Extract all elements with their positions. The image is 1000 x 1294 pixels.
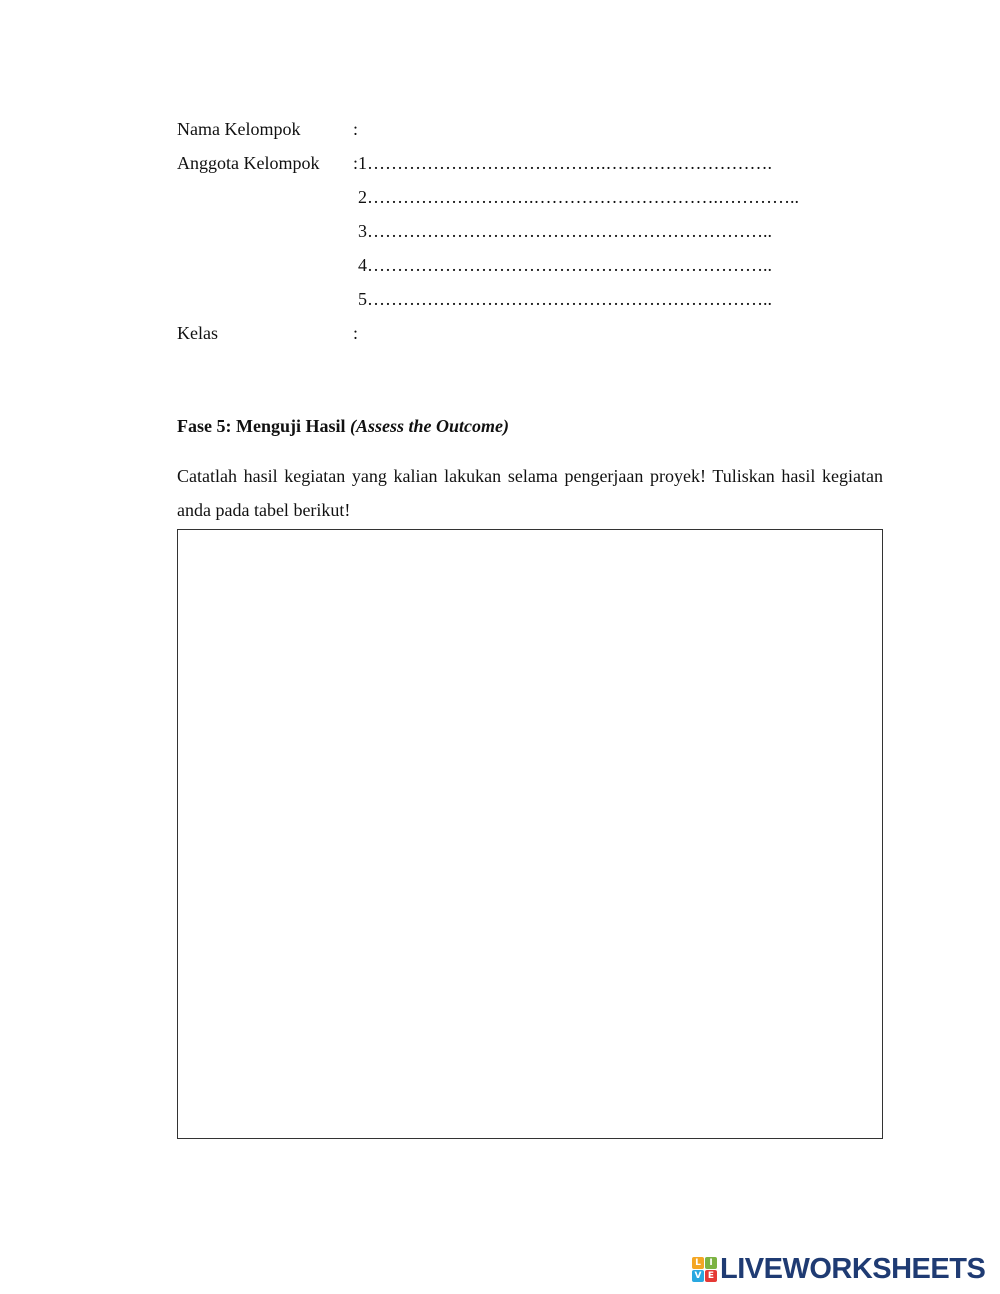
member-line-3[interactable]: 3………………………………………………………….. bbox=[358, 221, 772, 241]
logo-mark-tile: E bbox=[705, 1270, 717, 1282]
answer-box[interactable] bbox=[177, 529, 883, 1139]
liveworksheets-logo bbox=[692, 1254, 985, 1284]
group-name-row bbox=[177, 118, 358, 140]
group-name-label: Nama Kelompok bbox=[177, 119, 301, 139]
member-line-1[interactable]: :1………………………………….………………………. bbox=[353, 153, 773, 173]
section-heading-subtitle: (Assess the Outcome) bbox=[350, 416, 509, 436]
class-label: Kelas bbox=[177, 323, 218, 343]
class-row bbox=[177, 322, 358, 344]
class-separator: : bbox=[353, 323, 359, 343]
logo-mark-icon bbox=[692, 1257, 717, 1282]
members-label: Anggota Kelompok bbox=[177, 153, 320, 173]
member-line-4[interactable]: 4………………………………………………………….. bbox=[358, 255, 772, 275]
instruction-text: Catatlah hasil kegiatan yang kalian lakukan selama pengerjaan proyek! Tuliskan hasil kegiatan anda pada tabel berikut! bbox=[177, 466, 883, 520]
logo-mark-tile: I bbox=[705, 1257, 717, 1269]
member-line-2[interactable]: 2……………………….………………………….………….. bbox=[358, 187, 799, 207]
section-heading bbox=[177, 415, 509, 437]
logo-text: LIVEWORKSHEETS bbox=[720, 1253, 986, 1285]
group-name-separator: : bbox=[353, 119, 359, 139]
logo-mark-tile: V bbox=[692, 1270, 704, 1282]
section-heading-title: Fase 5: Menguji Hasil bbox=[177, 416, 346, 436]
member-line-5[interactable]: 5………………………………………………………….. bbox=[358, 289, 772, 309]
members-row bbox=[177, 152, 772, 174]
logo-mark-tile: L bbox=[692, 1257, 704, 1269]
